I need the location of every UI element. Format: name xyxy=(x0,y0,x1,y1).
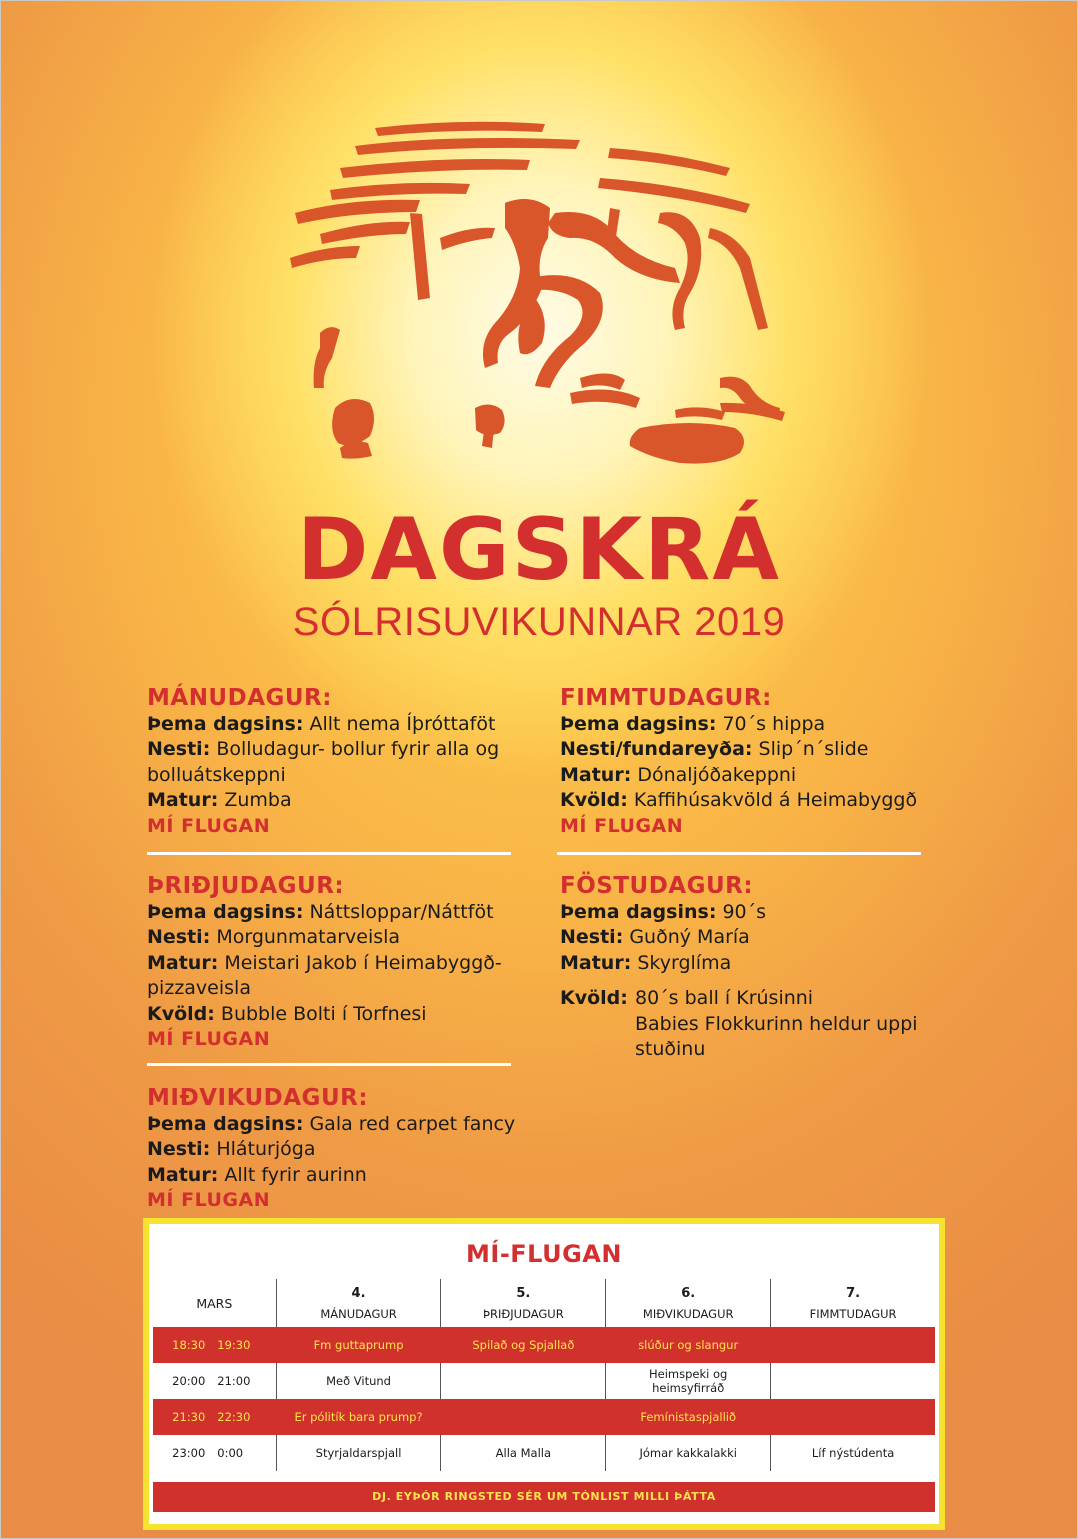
theme-row: Þema dagsins: Gala red carpet fancy xyxy=(147,1112,516,1135)
day-heading: MIÐVIKUDAGUR: xyxy=(147,1085,369,1111)
kvold-row: Kvöld: 80´s ball í Krúsinni Babies Flokkurinn heldur uppi stuðinu xyxy=(560,986,960,1063)
schedule-title: MÍ-FLUGAN xyxy=(466,1240,622,1268)
mi-flugan-label: MÍ FLUGAN xyxy=(147,1189,271,1211)
nesti-row: Nesti: Bolludagur- bollur fyrir alla og bolluátskeppni xyxy=(147,738,500,786)
day-block-monday xyxy=(147,686,527,839)
day-heading: FIMMTUDAGUR: xyxy=(560,685,772,711)
kvold-row: Kvöld: Bubble Bolti í Torfnesi xyxy=(147,1002,427,1025)
nesti-row: Nesti: Guðný María xyxy=(560,926,750,948)
mi-flugan-label: MÍ FLUGAN xyxy=(560,814,684,837)
sun-logo-icon xyxy=(280,118,800,478)
table-row: 21:30 22:30 Er pólitík bara prump? Femínistaspjallið xyxy=(153,1399,935,1435)
kvold-line: stuðinu xyxy=(635,1038,706,1060)
matur-row: Matur: Dónaljóðakeppni xyxy=(560,763,797,786)
theme-row: Þema dagsins: Náttsloppar/Náttföt xyxy=(147,900,494,923)
page-subtitle: SÓLRISUVIKUNNAR 2019 xyxy=(292,600,786,644)
mi-flugan-label: MÍ FLUGAN xyxy=(147,814,271,837)
matur-row: Matur: Meistari Jakob í Heimabyggð- pizzaveisla xyxy=(147,951,502,999)
matur-row: Matur: Zumba xyxy=(147,789,292,811)
mi-flugan-label: MÍ FLUGAN xyxy=(147,1028,271,1050)
table-row: 23:00 0:00 Styrjaldarspjall Alla Malla Jómar kakkalakki Líf nýstúdenta xyxy=(153,1435,935,1471)
column-header: 7. FIMMTUDAGUR xyxy=(771,1279,935,1327)
column-header: 4. MÁNUDAGUR xyxy=(276,1279,441,1327)
day-block-thursday xyxy=(560,686,960,839)
matur-row: Matur: Skyrglíma xyxy=(560,951,732,974)
divider xyxy=(557,852,921,855)
kvold-line: 80´s ball í Krúsinni xyxy=(635,987,814,1009)
column-header: 6. MIÐVIKUDAGUR xyxy=(606,1279,771,1327)
schedule-table xyxy=(153,1279,935,1471)
kvold-line: Babies Flokkurinn heldur uppi xyxy=(635,1012,918,1035)
nesti-row: Nesti/fundareyða: Slip´n´slide xyxy=(560,738,869,760)
day-heading: FÖSTUDAGUR: xyxy=(560,873,754,899)
day-block-friday xyxy=(560,874,960,1063)
table-row: 18:30 19:30 Fm guttaprump Spilað og Spjallað slúður og slangur xyxy=(153,1327,935,1363)
month-header: MARS xyxy=(196,1295,233,1311)
day-heading: ÞRIÐJUDAGUR: xyxy=(147,873,345,899)
divider xyxy=(147,852,511,855)
nesti-row: Nesti: Morgunmatarveisla xyxy=(147,926,401,948)
divider xyxy=(147,1063,511,1066)
nesti-row: Nesti: Hláturjóga xyxy=(147,1138,316,1160)
theme-row: Þema dagsins: 70´s hippa xyxy=(560,712,826,735)
mi-flugan-schedule xyxy=(143,1218,945,1530)
theme-row: Þema dagsins: 90´s xyxy=(560,900,767,923)
kvold-row: Kvöld: Kaffihúsakvöld á Heimabyggð xyxy=(560,789,918,811)
page-title: DAGSKRÁ xyxy=(297,500,781,600)
column-header: 5. ÞRIÐJUDAGUR xyxy=(441,1279,606,1327)
day-heading: MÁNUDAGUR: xyxy=(147,685,332,711)
day-block-wednesday xyxy=(147,1086,527,1214)
theme-row: Þema dagsins: Allt nema Íþróttaföt xyxy=(147,712,496,735)
schedule-footer: DJ. EYÞÓR RINGSTED SÉR UM TÓNLIST MILLI ÞÁTTA xyxy=(153,1482,935,1512)
table-row: 20:00 21:00 Með Vitund Heimspeki og heimsyfirráð xyxy=(153,1363,935,1399)
day-block-tuesday xyxy=(147,874,527,1053)
matur-row: Matur: Allt fyrir aurinn xyxy=(147,1163,367,1186)
